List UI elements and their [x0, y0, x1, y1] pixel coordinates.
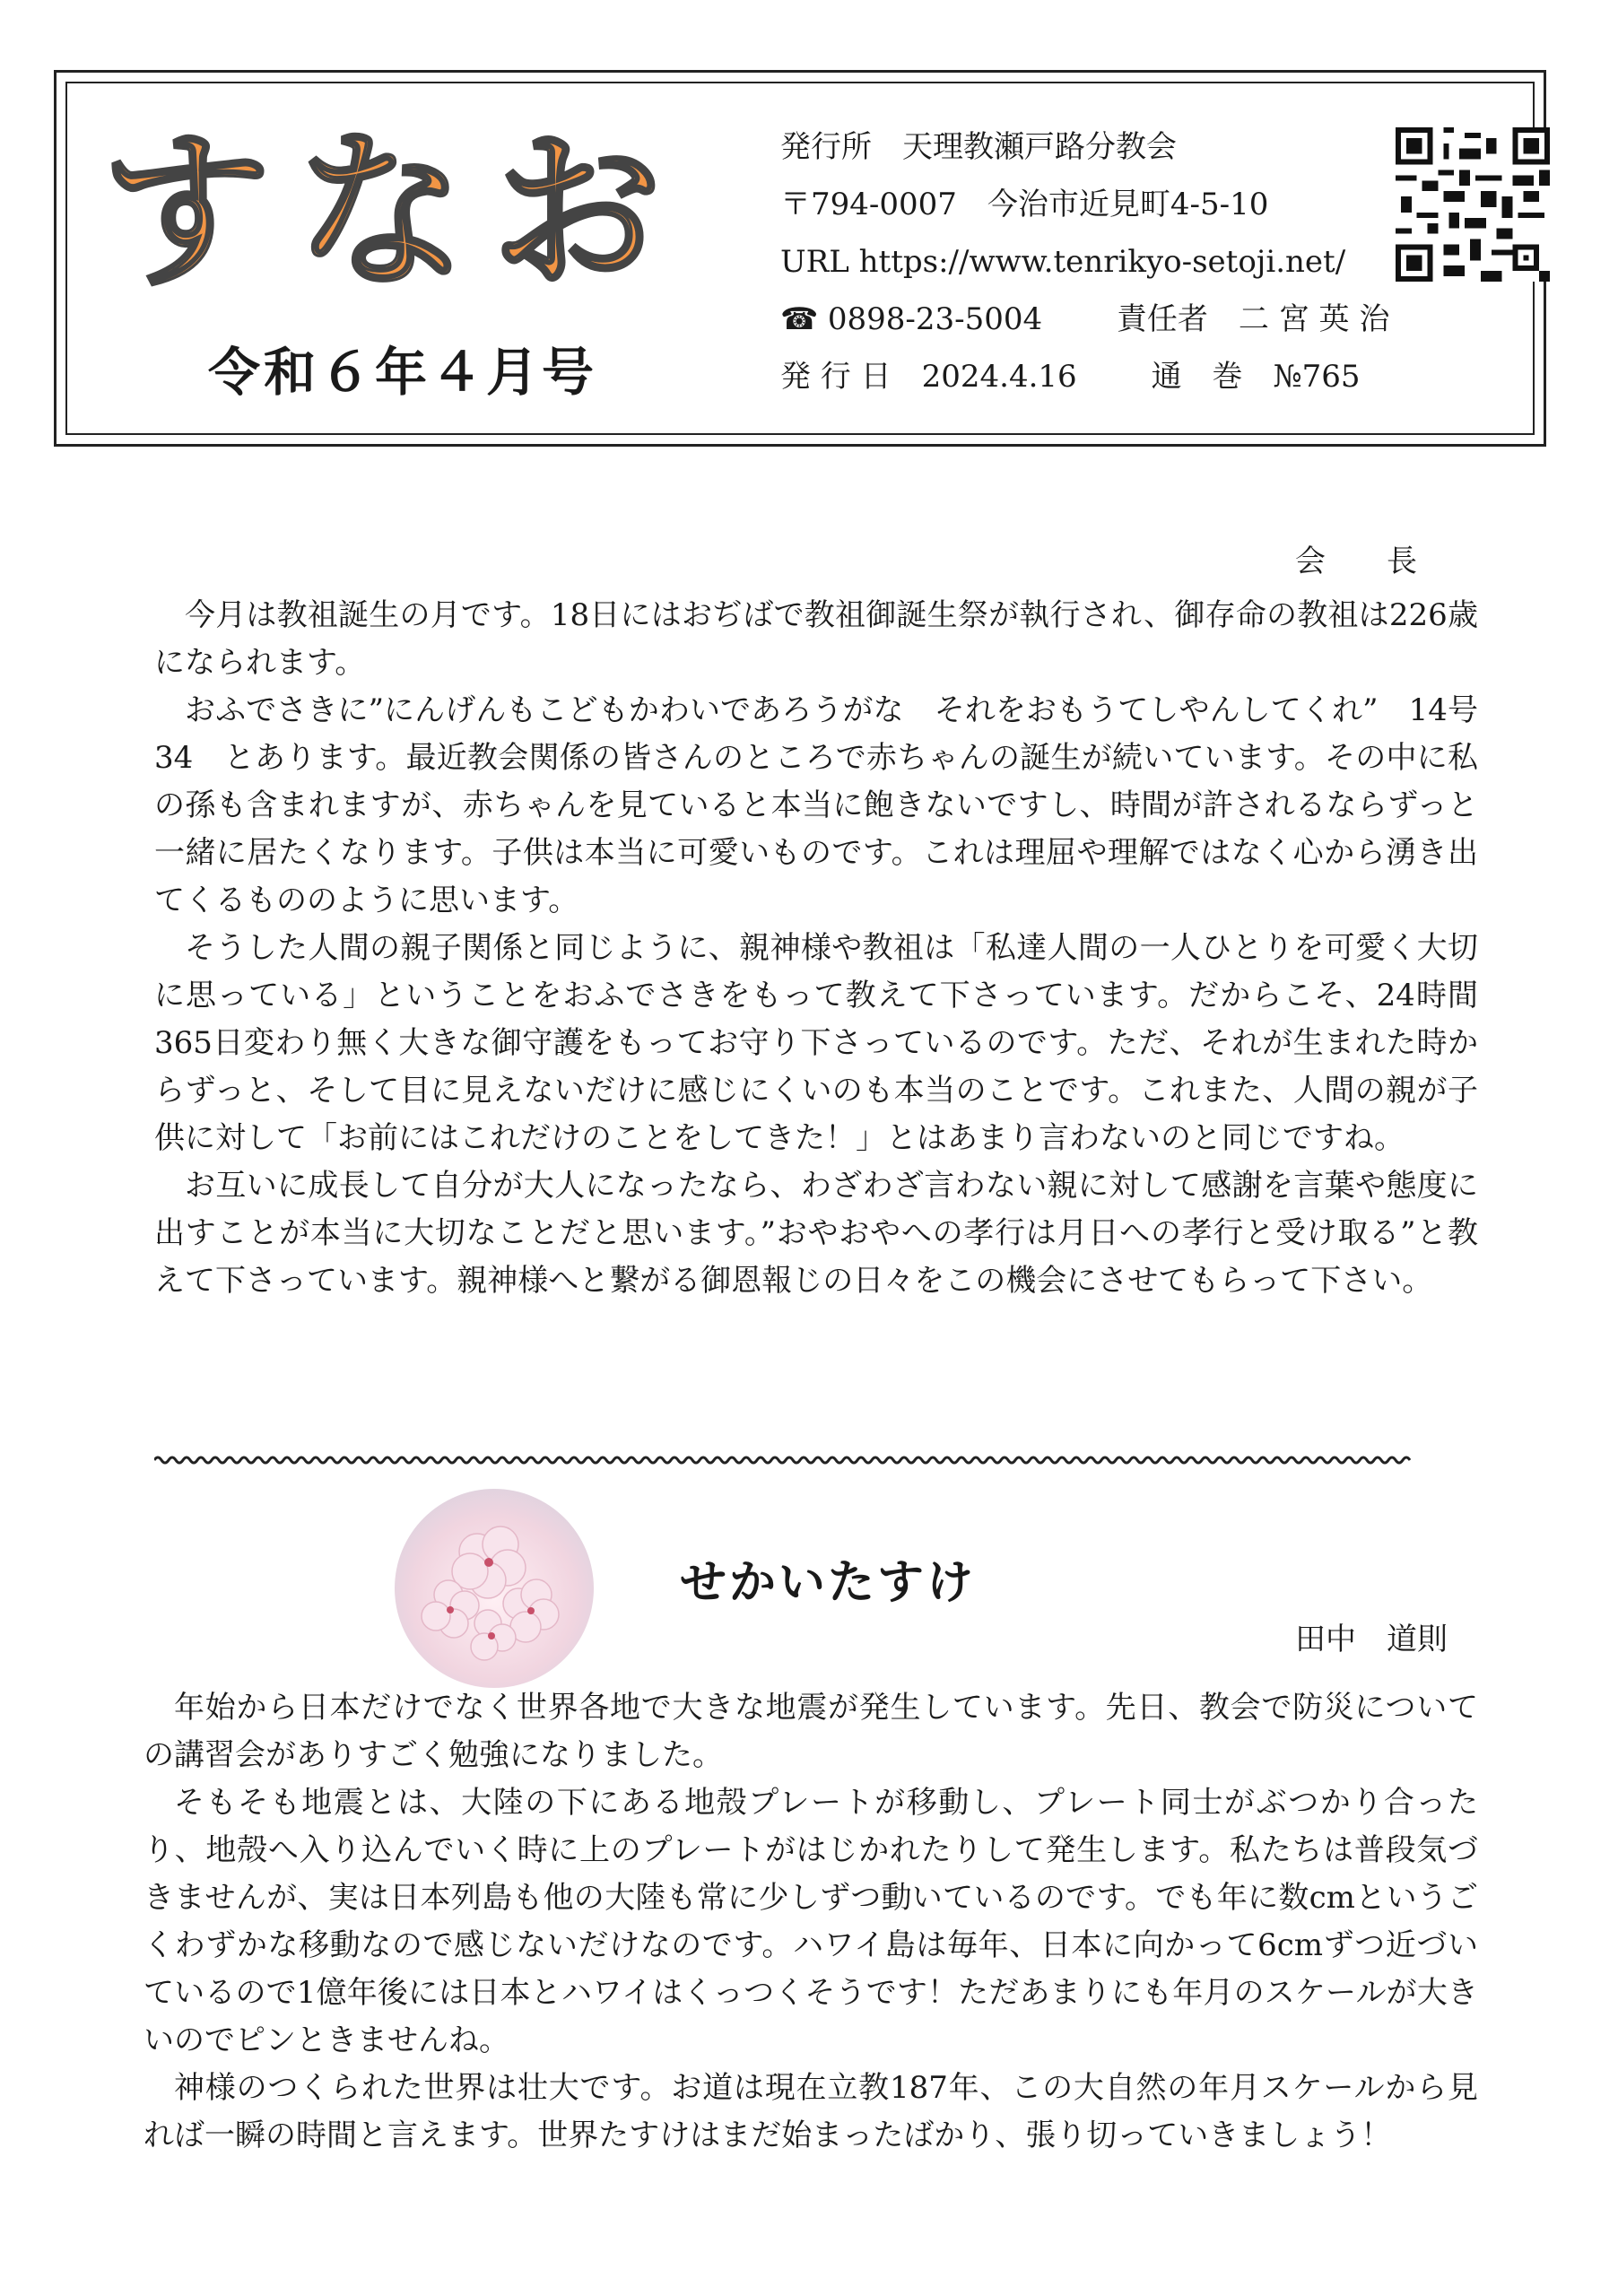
qr-code-icon[interactable] — [1396, 127, 1550, 282]
article2-author: 田中 道則 — [1295, 1622, 1448, 1657]
wavy-divider — [154, 1453, 1478, 1467]
cherry-blossom-icon — [395, 1489, 594, 1688]
article1-paragraph: そうした人間の親子関係と同じように、親神様や教祖は「私達人間の一人ひとりを可愛く大切に思っている」ということをおふでさきをもって教えて下さっています。だからこそ、24時間365日変わり無く大きな御守護をもってお守り下さっているのです。ただ、それが生まれた時からずっと、そして目に見えないだけに感じにくいのも本当のことです。これまた、人間の親が子供に対して「お前にはこれだけのことをしてきた！」とはあまり言わないのと同じですね。 — [154, 930, 1478, 1156]
publication-info — [780, 118, 1408, 405]
issue-meta-line — [780, 348, 1408, 405]
article1-paragraph: 今月は教祖誕生の月です。18日にはおぢばで教祖御誕生祭が執行され、御存命の教祖は226歳になられます。 — [154, 597, 1478, 681]
publisher-line: 発行所 天理教瀬戸路分教会 — [780, 129, 1177, 165]
article1-author: 会 長 — [1295, 544, 1417, 579]
volume-number: 通 巻 №765 — [1151, 359, 1361, 395]
article2-paragraph: 年始から日本だけでなく世界各地で大きな地震が発生しています。先日、教会で防災についての講習会がありすごく勉強になりました。 — [144, 1690, 1478, 1773]
phone-number: 0898-23-5004 — [827, 301, 1043, 337]
issue-title: 令和６年４月号 — [208, 342, 598, 403]
issue-date: 発 行 日 2024.4.16 — [780, 359, 1077, 395]
article2-body — [144, 1684, 1478, 2160]
article2-title: せかいたすけ — [680, 1556, 977, 1610]
article1-paragraph: お互いに成長して自分が大人になったなら、わざわざ言わない親に対して感謝を言葉や態度に出すことが本当に大切なことだと思います。”おやおやへの孝行は月日への孝行と受け取る”と教えて下さっています。親神様へと繋がる御恩報じの日々をこの機会にさせてもらって下さい。 — [154, 1168, 1478, 1299]
article1-paragraph: おふでさきに”にんげんもこどもかわいであろうがな それをおもうてしやんしてくれ” 14号34 とあります。最近教会関係の皆さんのところで赤ちゃんの誕生が続いています。その中に私の孫も含まれますが、赤ちゃんを見ていると本当に飽きないですし、時間が許されるならずっと一緒に居たくなります。子供は本当に可愛いものです。これは理屈や理解ではなく心から湧き出てくるもののように思います。 — [154, 692, 1478, 918]
phone-line — [780, 291, 1408, 348]
url-line[interactable]: URL https://www.tenrikyo-setoji.net/ — [780, 244, 1346, 280]
phone-icon: ☎ — [780, 301, 819, 337]
article2-paragraph: 神様のつくられた世界は壮大です。お道は現在立教187年、この大自然の年月スケールから見れば一瞬の時間と言えます。世界たすけはまだ始まったばかり、張り切っていきましょう！ — [144, 2070, 1478, 2153]
article1-body — [154, 592, 1478, 1305]
article2-paragraph: そもそも地震とは、大陸の下にある地殻プレートが移動し、プレート同士がぶつかり合ったり、地殻へ入り込んでいく時に上のプレートがはじかれたりして発生します。私たちは普段気づきませんが、実は日本列島も他の大陸も常に少しずつ動いているのです。でも年に数cmというごくわずかな移動なので感じないだけなのです。ハワイ島は毎年、日本に向かって6cmずつ近づいているので1億年後には日本とハワイはくっつくそうです！ただあまりにも年月のスケールが大きいのでピンときませんね。 — [144, 1785, 1478, 2058]
cherry-blossom-photo — [395, 1489, 594, 1688]
responsible-person: 責任者 二 宮 英 治 — [1116, 301, 1390, 337]
address-line: 〒794-0007 今治市近見町4-5-10 — [780, 187, 1269, 222]
masthead-title: すなお — [100, 113, 688, 311]
